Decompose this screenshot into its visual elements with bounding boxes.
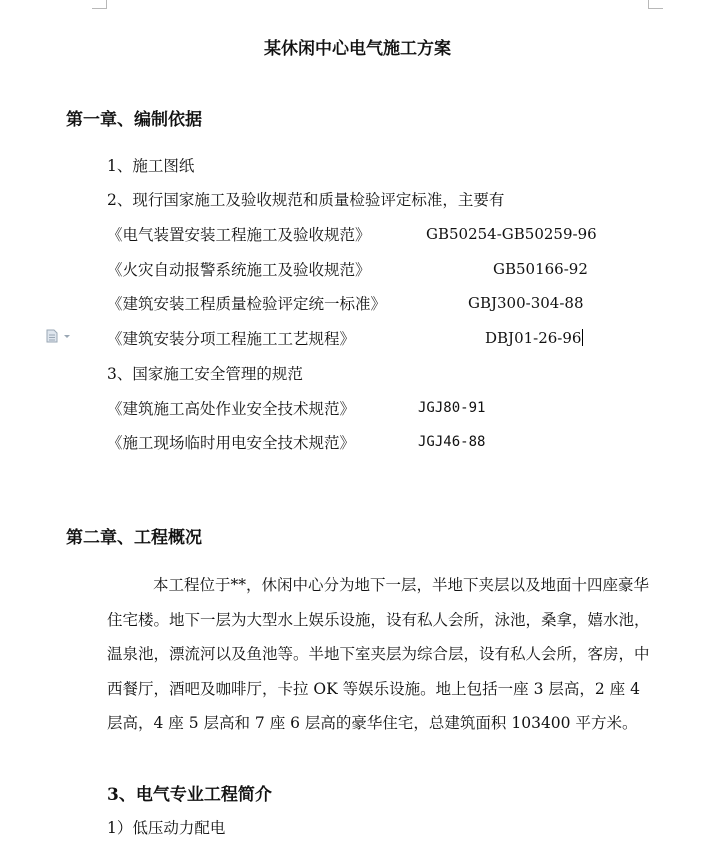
low-voltage-item: 1）低压动力配电 bbox=[107, 819, 226, 837]
item-construction-drawings: 1、施工图纸 bbox=[107, 157, 195, 175]
chapter1-heading: 第一章、编制依据 bbox=[66, 110, 202, 130]
text-cursor bbox=[582, 329, 583, 346]
standard-name: 《建筑安装分项工程施工工艺规程》 bbox=[107, 330, 356, 348]
standard-name: 《电气装置安装工程施工及验收规范》 bbox=[107, 226, 371, 244]
standard-code: JGJ46-88 bbox=[418, 434, 486, 450]
standard-name: 《火灾自动报警系统施工及验收规范》 bbox=[107, 261, 371, 279]
standard-name: 《施工现场临时用电安全技术规范》 bbox=[107, 434, 356, 452]
item-national-standards: 2、现行国家施工及验收规范和质量检验评定标准，主要有 bbox=[107, 191, 505, 209]
standard-code: GBJ300-304-88 bbox=[468, 294, 584, 312]
electrical-intro-heading: 3、电气专业工程简介 bbox=[107, 785, 272, 805]
chapter2-heading: 第二章、工程概况 bbox=[66, 528, 202, 548]
standard-code-text: DBJ01-26-96 bbox=[485, 329, 582, 347]
paragraph-options-icon[interactable] bbox=[46, 329, 72, 343]
standard-code: GB50166-92 bbox=[493, 260, 588, 278]
standard-code: GB50254-GB50259-96 bbox=[426, 225, 597, 243]
document-title: 某休闲中心电气施工方案 bbox=[264, 39, 451, 59]
page-corner-mark-left bbox=[92, 0, 107, 9]
standard-code: JGJ80-91 bbox=[418, 400, 486, 416]
standard-name: 《建筑安装工程质量检验评定统一标准》 bbox=[107, 295, 387, 313]
project-overview-paragraph: 本工程位于**，休闲中心分为地下一层，半地下夹层以及地面十四座豪华住宅楼。地下一层为大型水上娱乐设施，设有私人会所，泳池，桑拿，嬉水池，温泉池，漂流河以及鱼池等。半地下室夹层为综合层，设有私人会所，客房，中西餐厅，酒吧及咖啡厅，卡拉 OK 等娱乐设施。地上包括一座 3 层高，2 座 4 层高，4 座 5 层高和 7 座 6 层高的豪华住宅，总建筑面积 103400 平方米。 bbox=[107, 576, 650, 732]
standard-code[interactable] bbox=[485, 329, 583, 347]
page-corner-mark-right bbox=[648, 0, 663, 9]
standard-name: 《建筑施工高处作业安全技术规范》 bbox=[107, 400, 356, 418]
item-safety-standards: 3、国家施工安全管理的规范 bbox=[107, 365, 303, 383]
